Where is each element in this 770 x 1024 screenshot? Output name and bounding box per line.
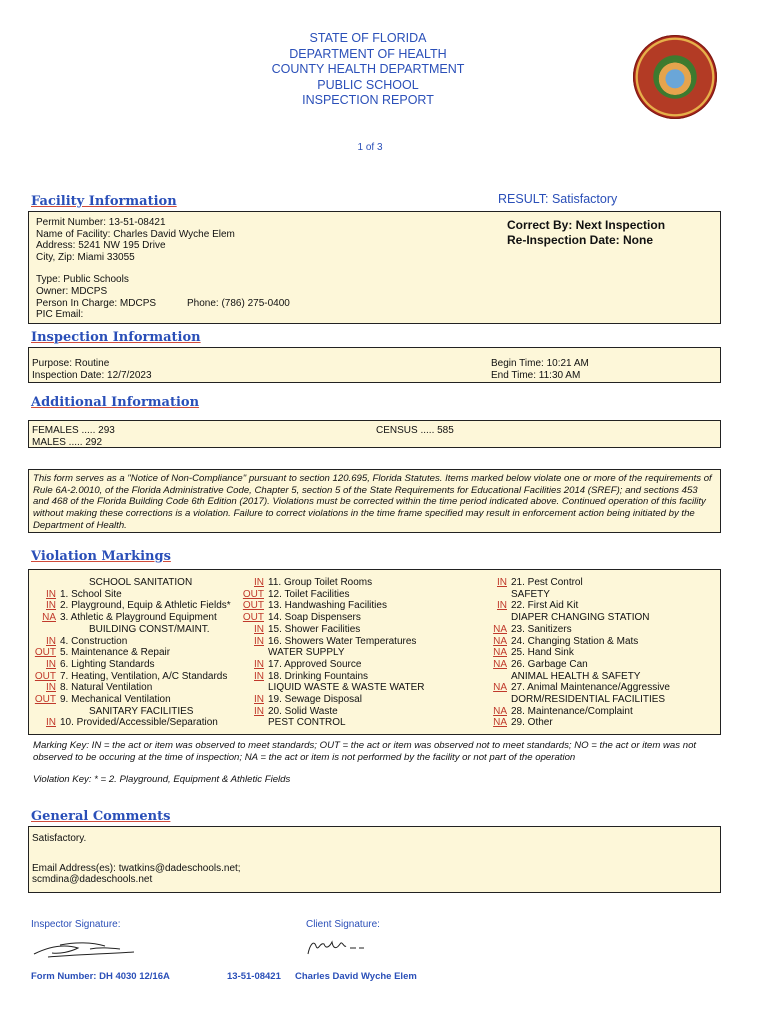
violation-item (481, 717, 670, 729)
inspection-info-box (28, 347, 721, 383)
violation-label: 14. Soap Dispensers (268, 612, 361, 624)
violation-item (29, 659, 231, 671)
violation-status-code: IN (497, 600, 507, 612)
violation-item (481, 694, 670, 706)
facility-address: Address: 5241 NW 195 Drive (36, 240, 166, 252)
violation-column-2 (238, 577, 425, 729)
violation-item (29, 624, 231, 636)
violation-label: PEST CONTROL (268, 717, 346, 729)
notice-of-noncompliance: This form serves as a "Notice of Non-Compliance" pursuant to section 120.695, Florida Statutes. Items marked below violate one or more of the requirements of Rule 6A-2.0010, of the Florida Administrative Code, Chapter 5, section 5 of the State Requirements for Educational Facilities 2014 (SREF); and sections 453 and 468 of the Florida Building Code 6th Edition (2017). Violations must be corrected within the time period indicated above. Continued operation of this facility without making these corrections is a violation. Failure to correct violations in the time frame specified may result in enforcement action being initiated by the Department of Health. (28, 469, 721, 533)
violation-label: DORM/RESIDENTIAL FACILITIES (511, 694, 666, 706)
facility-name: Name of Facility: Charles David Wyche Elem (36, 228, 235, 240)
violation-item (29, 647, 231, 659)
violation-item (481, 624, 670, 636)
violation-markings-box (28, 569, 721, 735)
violation-item (481, 612, 670, 624)
pic-email: PIC Email: (36, 309, 84, 321)
violation-label: 13. Handwashing Facilities (268, 600, 387, 612)
begin-time: Begin Time: 10:21 AM (491, 358, 589, 369)
violation-status-code: NA (42, 612, 56, 624)
violation-item (238, 682, 425, 694)
violation-item (29, 612, 231, 624)
violation-label: WATER SUPPLY (268, 647, 345, 659)
header-line: DEPARTMENT OF HEALTH (289, 46, 447, 61)
violation-item (29, 589, 231, 601)
violation-label: 7. Heating, Ventilation, A/C Standards (60, 670, 228, 682)
report-header (200, 31, 536, 109)
violation-item (29, 682, 231, 694)
violation-label: 22. First Aid Kit (511, 600, 579, 612)
inspection-date: Inspection Date: 12/7/2023 (32, 369, 152, 381)
violation-item (481, 706, 670, 718)
facility-info-box (28, 211, 721, 324)
violation-status-code: NA (493, 647, 507, 659)
reinspection-date: Re-Inspection Date: None (507, 232, 654, 247)
violation-item (238, 671, 425, 683)
header-line: STATE OF FLORIDA (309, 31, 427, 45)
violation-label: 3. Athletic & Playground Equipment (60, 612, 217, 624)
violation-label: ANIMAL HEALTH & SAFETY (511, 670, 641, 682)
violation-status-code: IN (46, 682, 56, 694)
violation-status-code: IN (254, 635, 264, 647)
violation-item (481, 636, 670, 648)
additional-info-box (28, 420, 721, 448)
permit-number: Permit Number: 13-51-08421 (36, 217, 166, 228)
marking-key: Marking Key: IN = the act or item was observed to meet standards; OUT = the act or item was observed not to meet standards; NO = the act or item was not observed to be occuring at the time of inspection; NA = the act or item is not performed by the facility or not part of the operation (33, 740, 697, 763)
florida-seal (633, 35, 717, 119)
males-count: MALES ..... 292 (32, 436, 103, 448)
violation-label: BUILDING CONST/MAINT. (89, 623, 210, 635)
client-signature (302, 936, 372, 960)
violation-status-code: IN (46, 600, 56, 612)
violation-item (238, 636, 425, 648)
violation-label: SCHOOL SANITATION (89, 577, 193, 588)
violation-item (481, 589, 670, 601)
violation-label: 4. Construction (60, 635, 128, 647)
violation-status-code: IN (254, 670, 264, 682)
violation-label: 17. Approved Source (268, 658, 362, 670)
inspection-section-title: Inspection Information (31, 330, 201, 345)
form-number: Form Number: DH 4030 12/16A (31, 971, 170, 982)
violation-label: 1. School Site (60, 588, 122, 600)
violation-item (29, 706, 231, 718)
violation-item (29, 694, 231, 706)
violation-item (29, 671, 231, 683)
violation-label: 29. Other (511, 717, 553, 729)
violation-item (481, 647, 670, 659)
violation-item (238, 647, 425, 659)
violation-status-code: IN (254, 577, 264, 588)
facility-city: City, Zip: Miami 33055 (36, 251, 135, 263)
violation-status-code: OUT (34, 670, 56, 682)
violation-label: 12. Toilet Facilities (268, 588, 350, 600)
females-count: FEMALES ..... 293 (32, 425, 115, 436)
census-count: CENSUS ..... 585 (376, 425, 454, 436)
violation-item (481, 577, 670, 589)
result-status: RESULT: Satisfactory (498, 192, 618, 206)
violation-label: 8. Natural Ventilation (60, 682, 153, 694)
violation-label: 26. Garbage Can (511, 658, 588, 670)
violation-item (481, 682, 670, 694)
violation-item (238, 706, 425, 718)
violation-status-code: OUT (34, 694, 56, 706)
violation-label: DIAPER CHANGING STATION (511, 612, 650, 624)
footer-permit: 13-51-08421 (227, 971, 281, 982)
email-addresses-line2: scmdina@dadeschools.net (32, 874, 153, 886)
violation-label: 23. Sanitizers (511, 623, 572, 635)
violation-status-code: IN (46, 635, 56, 647)
violation-item (29, 600, 231, 612)
violation-item (29, 577, 231, 589)
violation-status-code: OUT (242, 588, 264, 600)
violation-column-1 (29, 577, 231, 729)
violation-key: Violation Key: * = 2. Playground, Equipment & Athletic Fields (33, 774, 291, 785)
inspection-purpose: Purpose: Routine (32, 358, 110, 369)
violation-label: 24. Changing Station & Mats (511, 635, 639, 647)
violation-item (238, 612, 425, 624)
violation-item (481, 600, 670, 612)
violation-column-3 (481, 577, 670, 729)
violation-item (238, 694, 425, 706)
violation-status-code: IN (497, 577, 507, 588)
violation-item (29, 636, 231, 648)
violation-status-code: IN (254, 705, 264, 717)
violation-label: 2. Playground, Equip & Athletic Fields* (60, 600, 231, 612)
end-time: End Time: 11:30 AM (491, 369, 581, 381)
person-in-charge: Person In Charge: MDCPS (36, 297, 157, 309)
violation-status-code: NA (493, 635, 507, 647)
violation-label: 27. Animal Maintenance/Aggressive (511, 682, 670, 694)
violation-label: 5. Maintenance & Repair (60, 647, 171, 659)
violation-label: LIQUID WASTE & WASTE WATER (268, 682, 425, 694)
comments-text: Satisfactory. (32, 833, 87, 844)
header-line: INSPECTION REPORT (302, 93, 434, 107)
header-line: COUNTY HEALTH DEPARTMENT (271, 62, 465, 76)
violation-status-code: NA (493, 717, 507, 729)
violation-label: 9. Mechanical Ventilation (60, 694, 171, 706)
violation-item (481, 671, 670, 683)
page-number: 1 of 3 (357, 142, 383, 153)
violation-label: 18. Drinking Fountains (268, 670, 369, 682)
violation-status-code: NA (493, 705, 507, 717)
violation-item (238, 577, 425, 589)
violation-item (481, 659, 670, 671)
violation-label: 28. Maintenance/Complaint (511, 705, 633, 717)
violation-status-code: IN (254, 623, 264, 635)
violation-label: 21. Pest Control (511, 577, 583, 588)
general-comments-box (28, 826, 721, 893)
violation-item (238, 717, 425, 729)
violation-item (238, 624, 425, 636)
inspector-signature-label: Inspector Signature: (31, 919, 121, 930)
violation-status-code: OUT (242, 600, 264, 612)
client-signature-label: Client Signature: (306, 919, 380, 930)
violation-status-code: IN (46, 717, 56, 729)
facility-phone: Phone: (786) 275-0400 (187, 297, 290, 309)
violation-label: 15. Shower Facilities (268, 623, 361, 635)
violation-item (29, 717, 231, 729)
violation-status-code: NA (493, 623, 507, 635)
violation-status-code: OUT (242, 612, 264, 624)
violation-status-code: IN (254, 694, 264, 706)
violation-status-code: NA (493, 682, 507, 694)
violation-label: SANITARY FACILITIES (89, 705, 194, 717)
footer-facility: Charles David Wyche Elem (295, 971, 417, 982)
header-line: PUBLIC SCHOOL (317, 77, 419, 92)
inspector-signature (30, 936, 140, 962)
violation-item (238, 589, 425, 601)
facility-owner: Owner: MDCPS (36, 285, 108, 297)
violations-section-title: Violation Markings (31, 549, 171, 564)
violation-status-code: IN (46, 588, 56, 600)
additional-section-title: Additional Information (31, 395, 200, 410)
violation-label: 16. Showers Water Temperatures (268, 635, 417, 647)
violation-status-code: OUT (34, 647, 56, 659)
comments-section-title: General Comments (31, 809, 171, 824)
violation-label: 10. Provided/Accessible/Separation (60, 717, 218, 729)
email-addresses-line1: Email Address(es): twatkins@dadeschools.net; (32, 862, 241, 874)
violation-status-code: NA (493, 658, 507, 670)
violation-label: 11. Group Toilet Rooms (268, 577, 373, 588)
violation-item (238, 659, 425, 671)
facility-type: Type: Public Schools (36, 274, 129, 286)
facility-section-title: Facility Information (31, 194, 177, 209)
violation-status-code: IN (254, 658, 264, 670)
violation-label: 19. Sewage Disposal (268, 694, 362, 706)
violation-item (238, 600, 425, 612)
violation-label: 20. Solid Waste (268, 705, 338, 717)
violation-status-code: IN (46, 658, 56, 670)
violation-label: 25. Hand Sink (511, 647, 574, 659)
correct-by: Correct By: Next Inspection (507, 218, 666, 232)
violation-label: SAFETY (511, 588, 550, 600)
violation-label: 6. Lighting Standards (60, 658, 155, 670)
